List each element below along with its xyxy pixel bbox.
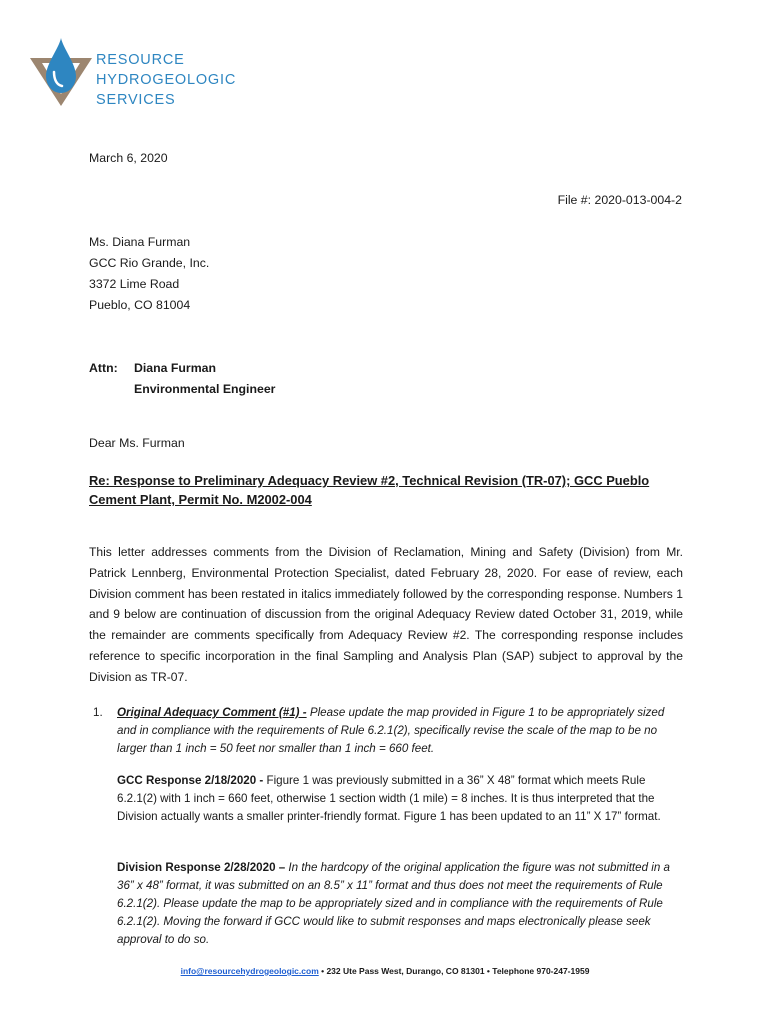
- division-response: [117, 859, 677, 949]
- comment-text: Please update the map provided in Figure 1 to be appropriately sized and in compliance with the requirements of Rule 6.2.1(2), specifically revise the scale of the map to be no larger than 1 inch = 50 feet nor smaller than 1 inch = 660 feet.: [117, 706, 665, 755]
- division-heading: Division Response 2/28/2020 –: [117, 861, 286, 874]
- salutation: Dear Ms. Furman: [89, 436, 185, 450]
- recipient-line: Ms. Diana Furman: [89, 235, 191, 249]
- comment-heading: Original Adequacy Comment (#1) -: [117, 706, 307, 719]
- water-drop-triangle-icon: [30, 36, 92, 108]
- response-heading: GCC Response 2/18/2020 -: [117, 774, 264, 787]
- company-name-line: RESOURCE: [96, 52, 185, 68]
- company-logo: [30, 36, 270, 108]
- subject-line: Cement Plant, Permit No. M2002-004: [89, 492, 312, 507]
- company-name: [96, 50, 236, 110]
- company-name-line: HYDROGEOLOGIC: [96, 72, 237, 88]
- item-number: 1.: [93, 706, 103, 719]
- page-footer: [0, 964, 770, 978]
- original-comment: [117, 704, 677, 758]
- footer-address: • 232 Ute Pass West, Durango, CO 81301 • Telephone 970-247-1959: [318, 966, 590, 976]
- attn-name: Diana Furman: [134, 361, 216, 375]
- intro-paragraph: This letter addresses comments from the Division of Reclamation, Mining and Safety (Division) from Mr. Patrick Lennberg, Environmental Protection Specialist, dated February 28, 2020. For ease of review, each Division comment has been restated in italics immediately followed by the corresponding response. Numbers 1 and 9 below are continuation of discussion from the original Adequacy Review dated October 31, 2019, while the remainder are comments specifically from Adequacy Review #2. The corresponding response includes reference to specific incorporation in the final Sampling and Analysis Plan (SAP) subject to approval by the Division as TR-07.: [89, 545, 683, 684]
- subject-line: Re: Response to Preliminary Adequacy Review #2, Technical Revision (TR-07); GCC Pueblo: [89, 473, 650, 488]
- response-text: Figure 1 was previously submitted in a 36” X 48” format which meets Rule 6.2.1(2) with 1 inch = 660 feet, otherwise 1 section width (1 mile) = 8 inches. It is thus interpreted that the Division actually wants a smaller printer-friendly format. Figure 1 has been updated to an 11” X 17” format.: [117, 774, 661, 823]
- gcc-response: [117, 772, 677, 826]
- file-number: File #: 2020-013-004-2: [557, 193, 682, 207]
- attn-title: Environmental Engineer: [134, 382, 276, 396]
- recipient-line: Pueblo, CO 81004: [89, 298, 191, 312]
- company-name-line: SERVICES: [96, 92, 176, 108]
- attn-label: Attn:: [89, 361, 118, 375]
- recipient-line: 3372 Lime Road: [89, 277, 180, 291]
- recipient-line: GCC Rio Grande, Inc.: [89, 256, 210, 270]
- division-text: In the hardcopy of the original application the figure was not submitted in a 36” x 48” format, it was submitted on an 8.5” x 11” format and thus does not meet the requirements of Rule 6.2.1(2). Please update the map to be appropriately sized and in compliance with the requirements of Rule 6.2.1(2). Moving the forward if GCC would like to submit responses and maps electronically please seek approval to do so.: [117, 861, 670, 946]
- letter-date: March 6, 2020: [89, 151, 168, 165]
- footer-email-link[interactable]: info@resourcehydrogeologic.com: [180, 966, 319, 976]
